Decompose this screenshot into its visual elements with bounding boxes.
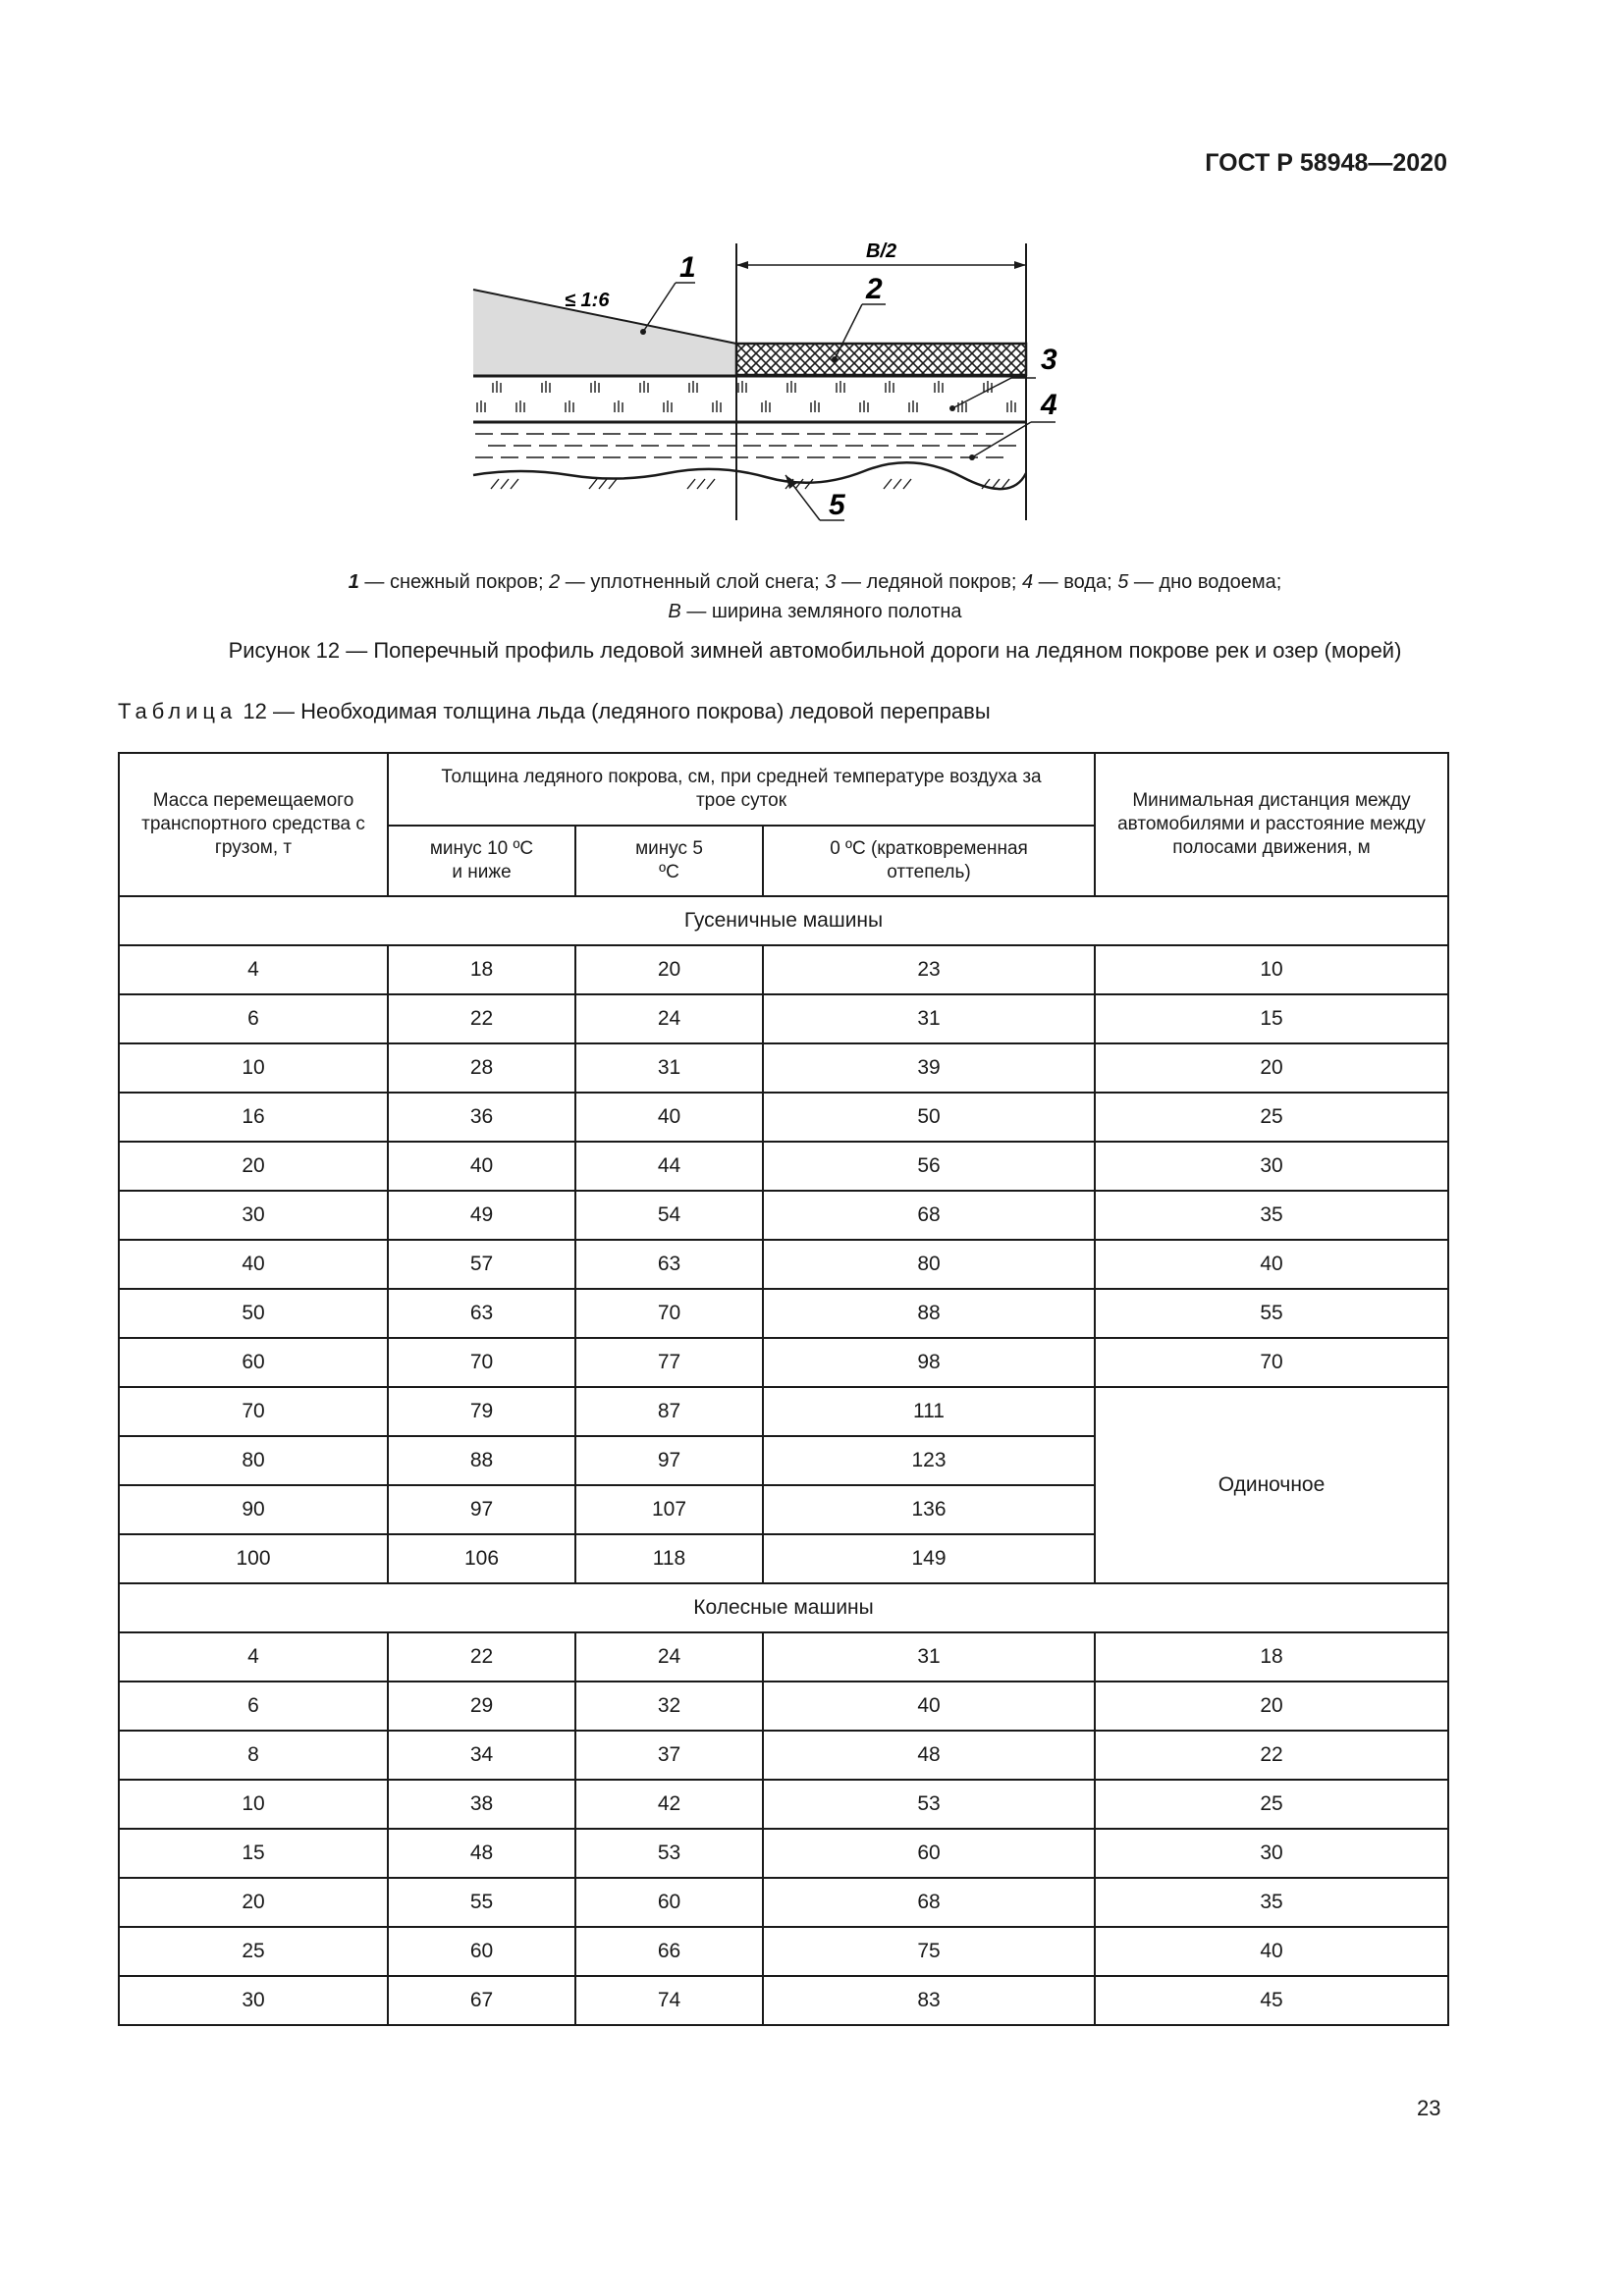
road-profile-figure — [461, 236, 1070, 550]
table-cell: 66 — [575, 1927, 763, 1976]
table-cell: 70 — [388, 1338, 575, 1387]
table-cell: 22 — [388, 1632, 575, 1682]
bottom-hatch — [491, 479, 1009, 489]
table-row — [119, 945, 1448, 994]
table-cell: 60 — [575, 1878, 763, 1927]
table-cell: 39 — [763, 1043, 1095, 1093]
table-cell: 40 — [763, 1682, 1095, 1731]
page-number: 23 — [1417, 2096, 1441, 2120]
table-cell: 40 — [388, 1142, 575, 1191]
table-cell: 23 — [763, 945, 1095, 994]
table-cell: 55 — [1095, 1289, 1448, 1338]
table-cell: 106 — [388, 1534, 575, 1583]
table-cell: 32 — [575, 1682, 763, 1731]
table-cell: 37 — [575, 1731, 763, 1780]
table-cell: 18 — [388, 945, 575, 994]
table-cell: 60 — [119, 1338, 388, 1387]
section-wheeled: Колесные машины — [119, 1583, 1448, 1632]
header-temp-minus10: минус 10 ºС и ниже — [388, 826, 575, 896]
figure-caption: Рисунок 12 — Поперечный профиль ледовой зимней автомобильной дороги на ледяном покрове рек и озер (морей) — [228, 638, 1402, 663]
label-2: 2 — [866, 273, 883, 305]
table-cell: 68 — [763, 1878, 1095, 1927]
table-cell: 31 — [763, 1632, 1095, 1682]
table-cell: 20 — [575, 945, 763, 994]
table-caption: Таблица 12 — Необходимая толщина льда (ледяного покрова) ледовой переправы — [118, 699, 991, 723]
table-cell: 88 — [388, 1436, 575, 1485]
table-cell: 80 — [119, 1436, 388, 1485]
table-row — [119, 1043, 1448, 1093]
table-cell: 70 — [575, 1289, 763, 1338]
table-cell: 53 — [763, 1780, 1095, 1829]
table-cell: 30 — [1095, 1829, 1448, 1878]
table-cell: 15 — [119, 1829, 388, 1878]
label-4: 4 — [1041, 389, 1057, 421]
table-cell: 70 — [119, 1387, 388, 1436]
table-cell: 67 — [388, 1976, 575, 2025]
label-1: 1 — [679, 251, 696, 284]
table-row — [119, 1682, 1448, 1731]
table-cell: 4 — [119, 945, 388, 994]
table-cell: 75 — [763, 1927, 1095, 1976]
table-cell: 80 — [763, 1240, 1095, 1289]
ice-thickness-table — [118, 752, 1449, 2026]
table-row — [119, 994, 1448, 1043]
table-cell: 87 — [575, 1387, 763, 1436]
table-row — [119, 1927, 1448, 1976]
header-thickness: Толщина ледяного покрова, см, при средней температуре воздуха за трое суток — [388, 753, 1095, 826]
table-cell: 49 — [388, 1191, 575, 1240]
table-cell: 111 — [763, 1387, 1095, 1436]
table-cell: 97 — [388, 1485, 575, 1534]
ice-cover-marks — [477, 381, 1015, 412]
table-row — [119, 1338, 1448, 1387]
table-cell: 88 — [763, 1289, 1095, 1338]
table-cell: 20 — [119, 1878, 388, 1927]
table-cell: 149 — [763, 1534, 1095, 1583]
table-cell: 35 — [1095, 1878, 1448, 1927]
table-cell: 22 — [1095, 1731, 1448, 1780]
compacted-snow-layer — [736, 344, 1026, 375]
table-row — [119, 1632, 1448, 1682]
table-cell: 10 — [1095, 945, 1448, 994]
table-row — [119, 1191, 1448, 1240]
table-cell: 36 — [388, 1093, 575, 1142]
table-cell: 60 — [763, 1829, 1095, 1878]
water-body-bottom — [473, 462, 1026, 489]
table-row — [119, 1289, 1448, 1338]
table-cell: 63 — [575, 1240, 763, 1289]
table-cell: 83 — [763, 1976, 1095, 2025]
table-cell: 30 — [119, 1191, 388, 1240]
road-profile-drawing — [461, 236, 1070, 550]
table-cell: 6 — [119, 994, 388, 1043]
figure-legend: 1 — снежный покров; 2 — уплотненный слой снега; 3 — ледяной покров; 4 — вода; 5 — дно водоема; B — ширина земляного полотна — [348, 571, 1282, 622]
table-cell: 40 — [1095, 1927, 1448, 1976]
table-cell: 34 — [388, 1731, 575, 1780]
table-cell: 136 — [763, 1485, 1095, 1534]
single-distance-cell: Одиночное — [1095, 1387, 1448, 1583]
table-cell: 79 — [388, 1387, 575, 1436]
label-5: 5 — [829, 489, 845, 521]
water-marks — [475, 434, 1016, 457]
table-cell: 74 — [575, 1976, 763, 2025]
header-mass: Масса перемещаемого транспортного средства с грузом, т — [119, 753, 388, 896]
table-cell: 42 — [575, 1780, 763, 1829]
table-cell: 24 — [575, 1632, 763, 1682]
table-cell: 25 — [1095, 1093, 1448, 1142]
table-cell: 63 — [388, 1289, 575, 1338]
table-cell: 50 — [763, 1093, 1095, 1142]
table-cell: 30 — [119, 1976, 388, 2025]
table-cell: 6 — [119, 1682, 388, 1731]
table-cell: 57 — [388, 1240, 575, 1289]
table-row — [119, 1829, 1448, 1878]
table-cell: 45 — [1095, 1976, 1448, 2025]
table-row — [119, 1240, 1448, 1289]
section-row — [119, 1583, 1448, 1632]
table-cell: 50 — [119, 1289, 388, 1338]
table-cell: 20 — [1095, 1682, 1448, 1731]
table-cell: 20 — [119, 1142, 388, 1191]
table-cell: 30 — [1095, 1142, 1448, 1191]
table-row — [119, 1731, 1448, 1780]
table-cell: 48 — [763, 1731, 1095, 1780]
header-temp-zero: 0 ºС (кратковременная оттепель) — [763, 826, 1095, 896]
table-cell: 123 — [763, 1436, 1095, 1485]
table-cell: 48 — [388, 1829, 575, 1878]
table-cell: 28 — [388, 1043, 575, 1093]
table-cell: 16 — [119, 1093, 388, 1142]
table-cell: 10 — [119, 1043, 388, 1093]
table-cell: 90 — [119, 1485, 388, 1534]
table-cell: 35 — [1095, 1191, 1448, 1240]
table-cell: 97 — [575, 1436, 763, 1485]
table-row — [119, 1142, 1448, 1191]
table-cell: 70 — [1095, 1338, 1448, 1387]
table-row — [119, 1093, 1448, 1142]
table-cell: 38 — [388, 1780, 575, 1829]
table-cell: 25 — [119, 1927, 388, 1976]
table-cell: 60 — [388, 1927, 575, 1976]
header-distance: Минимальная дистанция между автомобилями и расстояние между полосами движения, м — [1095, 753, 1448, 896]
table-cell: 68 — [763, 1191, 1095, 1240]
table-row — [119, 1976, 1448, 2025]
table-cell: 98 — [763, 1338, 1095, 1387]
table-cell: 56 — [763, 1142, 1095, 1191]
label-3: 3 — [1041, 344, 1057, 376]
table-cell: 77 — [575, 1338, 763, 1387]
table-cell: 118 — [575, 1534, 763, 1583]
document-id: ГОСТ Р 58948—2020 — [1205, 149, 1447, 177]
table-cell: 4 — [119, 1632, 388, 1682]
table-cell: 15 — [1095, 994, 1448, 1043]
table-row — [119, 1387, 1448, 1436]
table-cell: 107 — [575, 1485, 763, 1534]
table-cell: 18 — [1095, 1632, 1448, 1682]
table-cell: 100 — [119, 1534, 388, 1583]
table-row — [119, 1878, 1448, 1927]
table-cell: 40 — [119, 1240, 388, 1289]
table-cell: 8 — [119, 1731, 388, 1780]
width-label: B/2 — [866, 240, 897, 262]
table-cell: 40 — [575, 1093, 763, 1142]
table-cell: 31 — [763, 994, 1095, 1043]
table-cell: 22 — [388, 994, 575, 1043]
table-cell: 10 — [119, 1780, 388, 1829]
table-cell: 40 — [1095, 1240, 1448, 1289]
table-row — [119, 1780, 1448, 1829]
table-cell: 25 — [1095, 1780, 1448, 1829]
table-cell: 54 — [575, 1191, 763, 1240]
table-cell: 53 — [575, 1829, 763, 1878]
slope-label: ≤ 1:6 — [565, 290, 610, 311]
table-cell: 55 — [388, 1878, 575, 1927]
section-tracked: Гусеничные машины — [119, 896, 1448, 945]
table-cell: 20 — [1095, 1043, 1448, 1093]
table-cell: 31 — [575, 1043, 763, 1093]
table-cell: 44 — [575, 1142, 763, 1191]
header-temp-minus5: минус 5 ºС — [575, 826, 763, 896]
table-cell: 24 — [575, 994, 763, 1043]
table-cell: 29 — [388, 1682, 575, 1731]
